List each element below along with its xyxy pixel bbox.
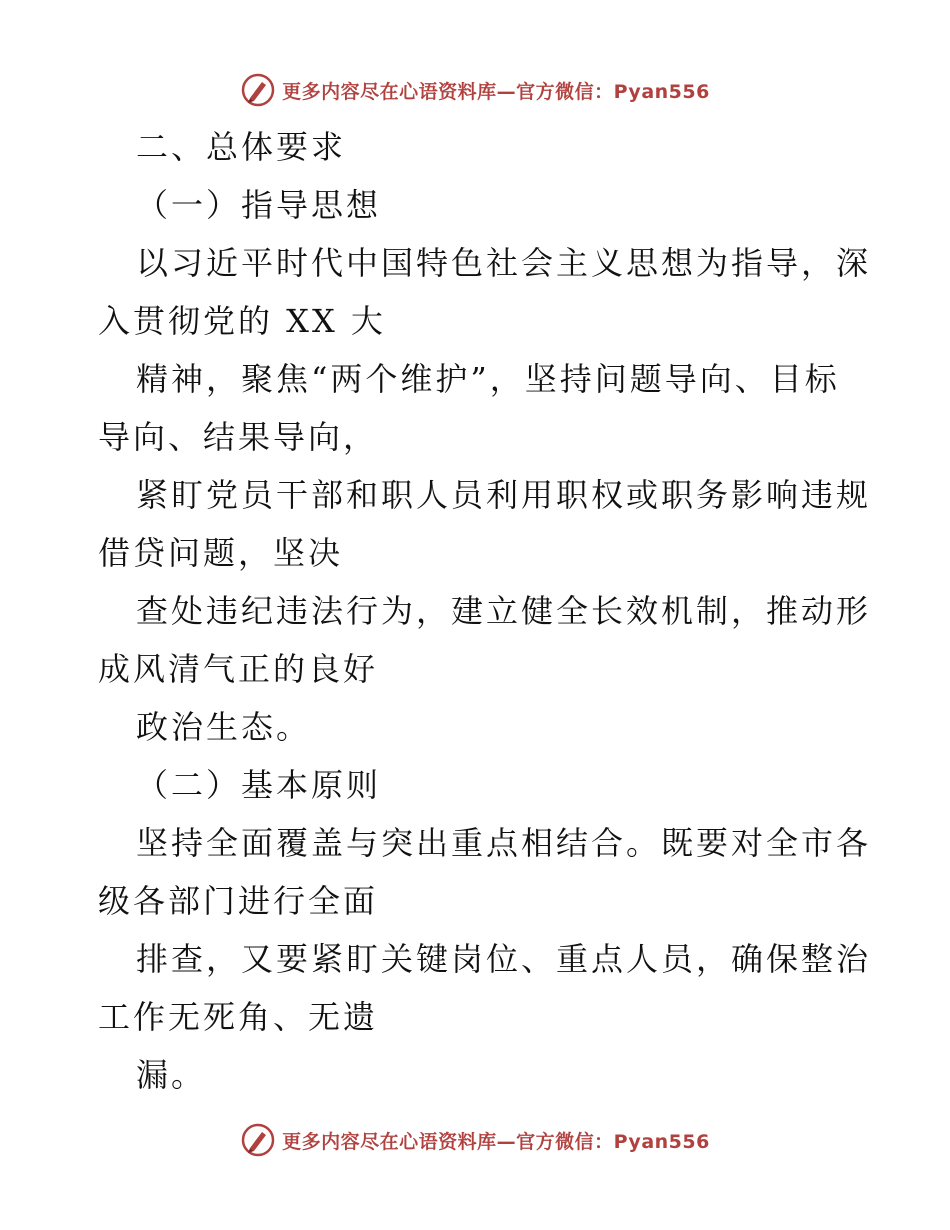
paragraph-line: 导向、结果导向， (98, 418, 379, 456)
paragraph-line: 工作无死角、无遗 (98, 998, 379, 1036)
paragraph-line: 排查，又要紧盯关键岗位、重点人员，确保整治 (136, 940, 872, 978)
paragraph-line: 查处违纪违法行为，建立健全长效机制，推动形 (136, 592, 872, 630)
subsection-heading: （二）基本原则 (136, 766, 382, 804)
subsection-heading: （一）指导思想 (136, 186, 382, 224)
header-banner (0, 70, 950, 110)
footer-banner (0, 1120, 950, 1160)
paragraph-line: 成风清气正的良好 (98, 650, 379, 688)
document-body (98, 118, 872, 1104)
paragraph-line: 级各部门进行全面 (98, 882, 379, 920)
footer-banner-text: 更多内容尽在心语资料库—官方微信：Pyan556 (282, 1130, 710, 1153)
paragraph-line: 紧盯党员干部和职人员利用职权或职务影响违规 (136, 476, 872, 514)
paragraph-line: 入贯彻党的 XX 大 (98, 302, 386, 340)
paragraph-line: 以习近平时代中国特色社会主义思想为指导，深 (136, 244, 872, 282)
header-banner-text: 更多内容尽在心语资料库—官方微信：Pyan556 (282, 80, 710, 103)
paragraph-line: 借贷问题，坚决 (98, 534, 344, 572)
pen-logo-icon (240, 1122, 276, 1158)
paragraph-line: 精神，聚焦“两个维护”，坚持问题导向、目标 (136, 360, 840, 398)
pen-logo-icon (240, 72, 276, 108)
paragraph-line: 政治生态。 (136, 708, 312, 746)
paragraph-line: 坚持全面覆盖与突出重点相结合。既要对全市各 (136, 824, 872, 862)
section-heading: 二、总体要求 (136, 128, 347, 166)
paragraph-line: 漏。 (136, 1056, 207, 1094)
